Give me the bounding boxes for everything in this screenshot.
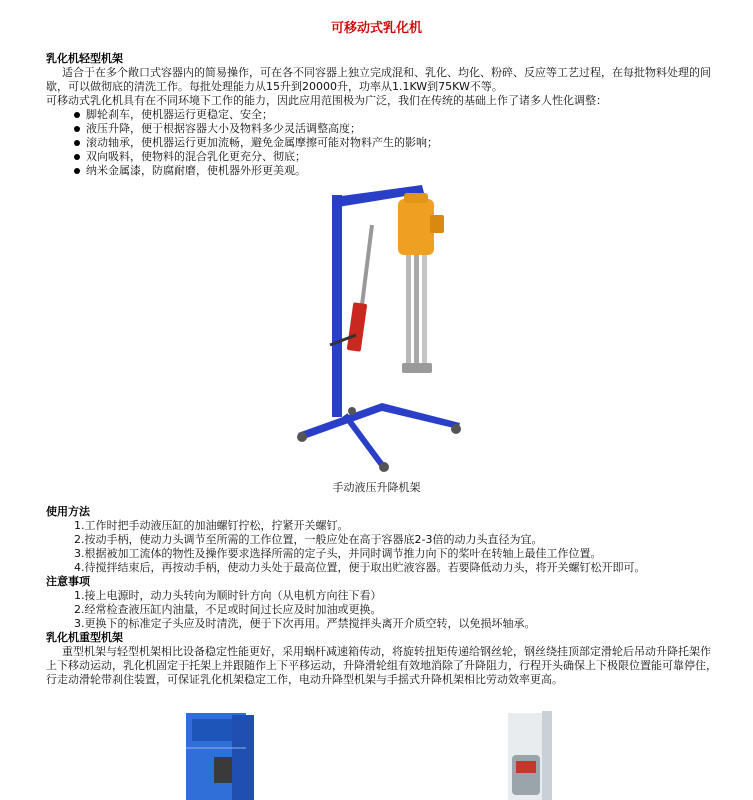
caster-wheel [379, 462, 389, 472]
mixer-shaft [406, 255, 411, 365]
note-item: 2.经常检查液压缸内油量，不足或时间过长应及时加油或更换。 [74, 603, 382, 616]
frame-post [332, 195, 342, 417]
light-frame-summary: 可移动式乳化机具有在不同环境下工作的能力，因此应用范围极为广泛，我们在传统的基础上作了诸多人性化调整： [46, 94, 607, 107]
frame-base [298, 403, 460, 439]
light-frame-heading: 乳化机轻型机架 [46, 52, 123, 65]
figure-caption: 手动液压升降机架 [332, 481, 421, 494]
feature-list [46, 108, 718, 178]
motor-junction-box [430, 215, 444, 233]
hydraulic-rod [362, 225, 372, 305]
motor-cap [404, 193, 428, 203]
caster-wheel [348, 407, 356, 415]
instructions-section [46, 505, 718, 687]
usage-step: 1.工作时把手动液压缸的加油螺钉拧松，拧紧开关螺钉。 [74, 519, 349, 532]
light-frame-section [46, 52, 718, 178]
frame-base-rear [345, 415, 382, 465]
bottom-photos [0, 703, 753, 800]
page-title: 可移动式乳化机 [330, 21, 422, 36]
heavy-frame-mixer-image [508, 711, 552, 800]
hydraulic-lift-frame-image [290, 185, 470, 475]
usage-steps [46, 519, 718, 575]
usage-step: 3.根据被加工流体的物性及操作要求选择所需的定子头，并同时调节推力向下的桨叶在转轴上最佳工作位置。 [74, 547, 602, 560]
usage-heading: 使用方法 [46, 505, 90, 518]
feature-item: 双向吸料，使物料的混合乳化更充分、彻底； [74, 150, 718, 164]
light-frame-intro: 适合于在多个敞口式容器内的简易操作，可在各不同容器上独立完成混和、乳化、均化、粉碎、反应等工艺过程，在每批物料处理的间歇，可以做彻底的清洗工作。每批处理能力从15升到20000升，功率从1.1KW到75KW不等。 [46, 66, 711, 93]
mixer-shaft [414, 255, 419, 365]
feature-item: 液压升降，便于根据容器大小及物料多少灵活调整高度； [74, 122, 718, 136]
heavy-frame-cabinet-image [186, 713, 254, 800]
feature-item: 脚轮刹车，使机器运行更稳定、安全； [74, 108, 718, 122]
notes-heading: 注意事项 [46, 575, 90, 588]
usage-step: 2.按动手柄，使动力头调节至所需的工作位置，一般应处在高于容器底2-3倍的动力头直径为宜。 [74, 533, 543, 546]
feature-item: 滚动轴承，使机器运行更加流畅，避免金属摩擦可能对物料产生的影响； [74, 136, 718, 150]
note-item: 3.更换下的标准定子头应及时清洗，便于下次再用。严禁搅拌头离开介质空转，以免损坏轴承。 [74, 617, 536, 630]
caster-wheel [451, 424, 461, 434]
motor-body [398, 199, 434, 255]
note-item: 1.接上电源时，动力头转向为顺时针方向（从电机方向往下看） [74, 589, 382, 602]
mixer-head [402, 363, 432, 373]
caster-wheel [297, 432, 307, 442]
heavy-frame-heading: 乳化机重型机架 [46, 631, 123, 644]
notes-list [46, 589, 718, 631]
feature-item: 纳米金属漆，防腐耐磨，使机器外形更美观。 [74, 164, 718, 178]
usage-step: 4.待搅拌结束后，再按动手柄，使动力头处于最高位置，便于取出贮液容器。若要降低动力头，将开关螺钉松开即可。 [74, 561, 646, 574]
heavy-frame-text: 重型机架与轻型机架相比设备稳定性能更好，采用蜗杆减速箱传动，将旋转扭矩传递给钢丝轮，钢丝绕挂顶部定滑轮后吊动升降托架作上下移动运动，乳化机固定于托架上并跟随作上下平移运动，升降滑轮组有效地消除了升降阻力，行程开头确保上下极限位置能可靠停住，行走动滑轮带刹住装置，可保证乳化机架稳定工作，电动升降型机架与手摇式升降机架相比劳动效率更高。 [46, 645, 717, 686]
hydraulic-cylinder [347, 302, 368, 351]
mixer-shaft [422, 255, 427, 365]
